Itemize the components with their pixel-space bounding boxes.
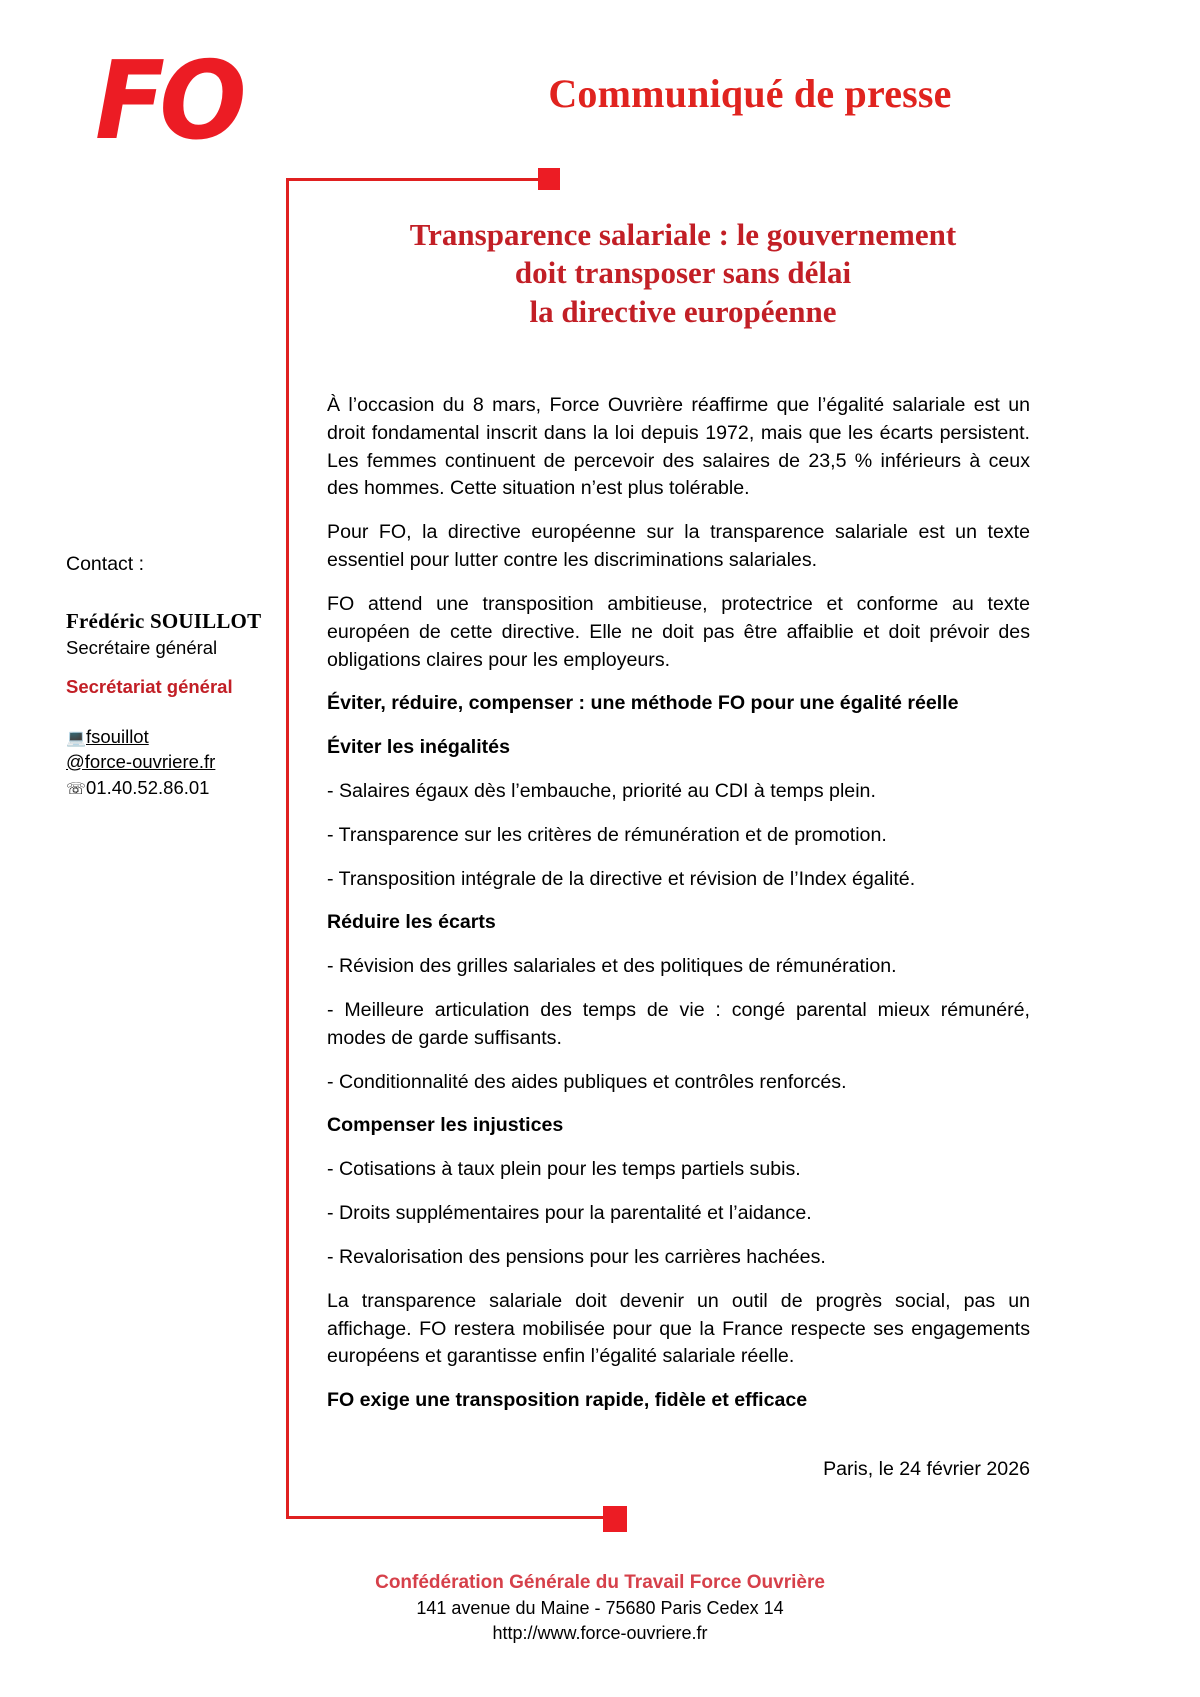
contact-department: Secrétariat général (66, 675, 233, 697)
list-item: - Meilleure articulation des temps de vie : congé parental mieux rémunéré, modes de garde suffisants. (327, 999, 1030, 1049)
footer-website[interactable]: http://www.force-ouvriere.fr (492, 1623, 708, 1644)
list-item: - Transposition intégrale de la directive et révision de l’Index égalité. (327, 867, 916, 890)
telephone-icon: ☏ (66, 779, 87, 799)
frame-left-rule (286, 178, 289, 1519)
paragraph-transposition: FO attend une transposition ambitieuse, protectrice et conforme au texte européen de cette directive. Elle ne doit pas être affaiblie et doit prévoir des obligations claires pour les employeurs. (327, 592, 1030, 671)
contact-email[interactable] (66, 725, 284, 749)
frame-bottom-rule (286, 1516, 612, 1519)
page-title-line-2: doit transposer sans délai (514, 255, 852, 291)
contact-sidebar (66, 552, 284, 800)
heading-eviter: Éviter les inégalités (327, 736, 510, 759)
computer-icon: 💻 (66, 728, 86, 748)
contact-email-domain[interactable]: @force-ouvriere.fr (66, 750, 216, 772)
paragraph-closing: La transparence salariale doit devenir un outil de progrès social, pas un affichage. FO restera mobilisée pour que la France respecte ses engagements européens et garantisse enfin l’égalité salariale réelle. (327, 1289, 1030, 1368)
list-item: - Cotisations à taux plein pour les temps partiels subis. (327, 1158, 801, 1181)
contact-person-name: Frédéric SOUILLOT (66, 608, 262, 633)
page-title-line-1: Transparence salariale : le gouvernement (409, 217, 957, 252)
footer-address: 141 avenue du Maine - 75680 Paris Cedex 14 (416, 1598, 784, 1619)
contact-email-user[interactable]: fsouillot (86, 726, 149, 748)
list-item: - Conditionnalité des aides publiques et contrôles renforcés. (327, 1070, 847, 1093)
list-item: - Droits supplémentaires pour la parentalité et l’aidance. (327, 1202, 812, 1225)
frame-top-square-marker (538, 168, 560, 190)
document-footer (0, 1570, 1200, 1646)
frame-bottom-square-marker (603, 1506, 627, 1532)
dateline: Paris, le 24 février 2026 (823, 1458, 1030, 1480)
document-header-title: Communiqué de presse (548, 71, 952, 116)
fo-logo: FO (95, 39, 241, 164)
paragraph-intro: À l’occasion du 8 mars, Force Ouvrière réaffirme que l’égalité salariale est un droit fondamental inscrit dans la loi depuis 1972, mais que les écarts persistent. Les femmes continuent de percevoir des salaires de 23,5 % inférieurs à ceux des hommes. Cette situation n’est plus tolérable. (327, 394, 1030, 500)
contact-phone (66, 776, 284, 800)
frame-top-rule (286, 178, 548, 181)
closing-demand: FO exige une transposition rapide, fidèle et efficace (327, 1389, 808, 1412)
contact-phone-number: 01.40.52.86.01 (86, 777, 210, 799)
list-item: - Transparence sur les critères de rémunération et de promotion. (327, 823, 887, 846)
paragraph-directive: Pour FO, la directive européenne sur la transparence salariale est un texte essentiel pour lutter contre les discriminations salariales. (327, 521, 1030, 572)
list-item: - Révision des grilles salariales et des politiques de rémunération. (327, 955, 897, 978)
list-item: - Salaires égaux dès l’embauche, priorité au CDI à temps plein. (327, 779, 876, 802)
page-title (330, 216, 1036, 331)
press-release-body (327, 392, 1030, 1412)
footer-organisation: Confédération Générale du Travail Force Ouvrière (375, 1572, 825, 1593)
heading-reduire: Réduire les écarts (327, 911, 496, 934)
contact-label: Contact : (66, 553, 145, 575)
contact-person-role: Secrétaire général (66, 637, 218, 659)
heading-compenser: Compenser les injustices (327, 1114, 564, 1137)
heading-method: Éviter, réduire, compenser : une méthode FO pour une égalité réelle (327, 692, 959, 715)
list-item: - Revalorisation des pensions pour les carrières hachées. (327, 1245, 826, 1268)
page-title-line-3: la directive européenne (529, 293, 837, 329)
